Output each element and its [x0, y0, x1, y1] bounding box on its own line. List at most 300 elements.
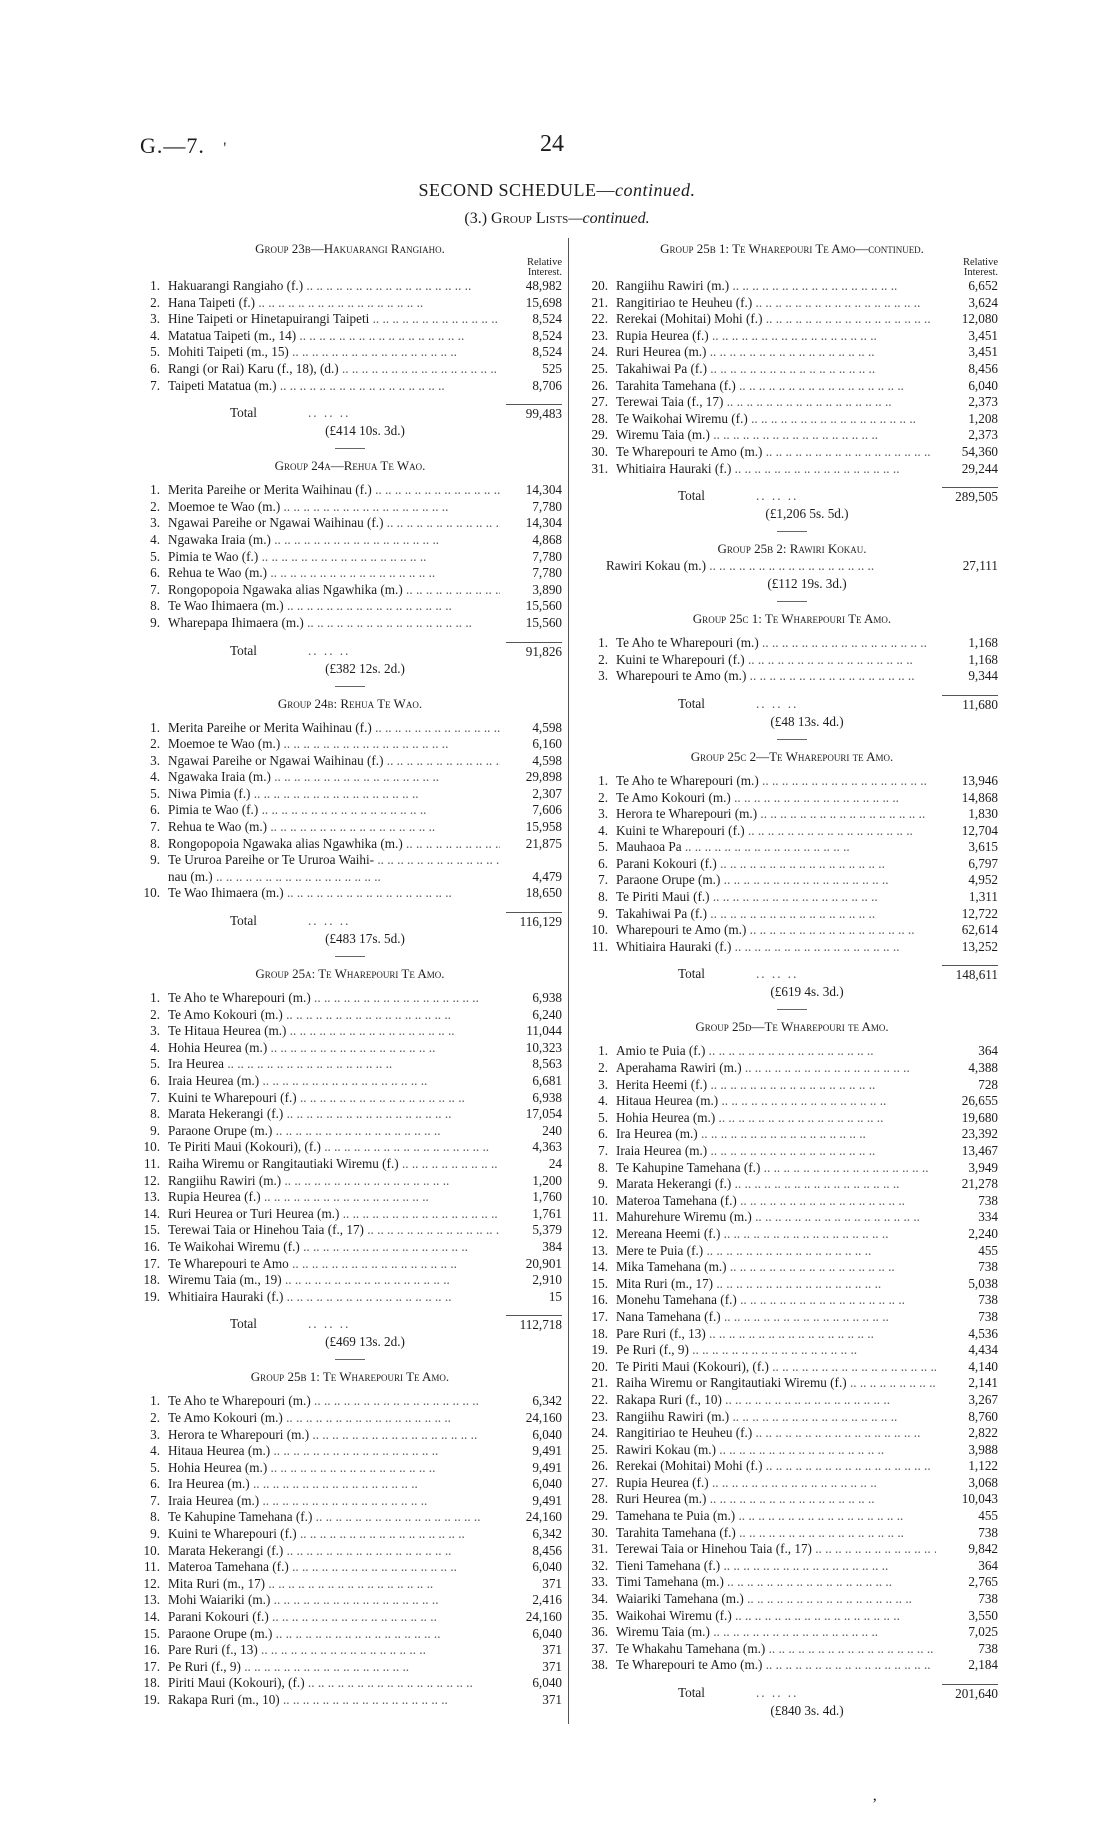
entry-name: Marata Hekerangi (f.) .. .	[616, 1176, 936, 1193]
entry-name: Iraia Heurea (m.) .. .	[168, 1073, 500, 1090]
entry-value: 6,342	[532, 1393, 562, 1409]
entry-value: 7,606	[532, 802, 562, 818]
group-25b2	[586, 540, 998, 593]
entry-number: 3.	[150, 1426, 160, 1442]
list-item	[138, 1289, 562, 1306]
entry-number: 8.	[150, 1106, 160, 1122]
relative-interest-header: Relative Interest.	[527, 257, 562, 278]
entry-name: Ruri Heurea (m.) .. .	[616, 344, 936, 361]
entry-number: 4.	[598, 822, 608, 838]
list-item	[586, 790, 998, 807]
total-label: Total	[230, 1316, 257, 1332]
entry-name: Marata Hekerangi (f.) .. .	[168, 1543, 500, 1560]
entry-number: 15.	[591, 1275, 608, 1291]
entry-value: 8,524	[532, 344, 562, 360]
entry-name: Herora te Wharepouri (m.) .. .	[168, 1427, 500, 1444]
entry-name: Mere te Puia (f.) .. .	[616, 1243, 936, 1260]
entry-number: 5.	[598, 839, 608, 855]
list-item	[586, 922, 998, 939]
entry-value: 3,624	[968, 294, 998, 310]
entry-number: 11.	[592, 938, 608, 954]
entry-number: 2.	[150, 1409, 160, 1425]
list-item	[586, 1458, 998, 1475]
entry-number: 7.	[150, 1089, 160, 1105]
list-item	[138, 753, 562, 770]
entry-number: 4.	[150, 327, 160, 343]
entry-value: 19,680	[961, 1109, 998, 1125]
entry-number: 4.	[150, 1039, 160, 1055]
separator-rule	[777, 531, 807, 532]
list-item	[138, 819, 562, 836]
list-item	[138, 515, 562, 532]
entry-number: 18.	[143, 1272, 160, 1288]
entry-name: Mita Ruri (m., 17) .. .	[616, 1276, 936, 1293]
entry-name: Rawiri Kokau (m.) .. .	[616, 1442, 936, 1459]
total-row	[586, 965, 998, 983]
entry-number: 20.	[591, 1358, 608, 1374]
total-dots: .. .. ..	[756, 966, 799, 982]
list-item	[586, 1193, 998, 1210]
entry-name: Merita Pareihe or Merita Waihinau (f.) .. .	[168, 482, 500, 499]
entry-number: 1.	[150, 719, 160, 735]
entry-number: 17.	[143, 1255, 160, 1271]
entry-name: Aperahama Rawiri (m.) .. .	[616, 1060, 936, 1077]
entry-value: 6,040	[532, 1675, 562, 1691]
entry-value: 738	[978, 1524, 998, 1540]
entry-value: 1,122	[968, 1458, 998, 1474]
entry-name: Te Wharepouri te Amo (m.) .. .	[616, 444, 936, 461]
entry-name: Mauhaoa Pa .. .	[616, 839, 936, 856]
list-item	[586, 1292, 998, 1309]
list-item	[586, 889, 998, 906]
entry-number: 1.	[598, 635, 608, 651]
entry-name: Kuini te Wharepouri (f.) .. .	[616, 652, 936, 669]
total-value: 148,611	[942, 965, 998, 984]
entry-number: 2.	[150, 498, 160, 514]
entry-name: Herora te Wharepouri (m.) .. .	[616, 806, 936, 823]
entry-value: 6,938	[532, 990, 562, 1006]
entry-name: Rehua te Wao (m.) .. .	[168, 819, 500, 836]
entry-name: Rangitiriao te Heuheu (f.) .. .	[616, 295, 936, 312]
entry-number: 10.	[591, 1192, 608, 1208]
entry-name: Mika Tamehana (m.) .. .	[616, 1259, 936, 1276]
entry-name: Ruri Heurea (m.) .. .	[616, 1491, 936, 1508]
entry-number: 11.	[144, 1155, 160, 1171]
entry-name: Hakuarangi Rangiaho (f.) .. .	[168, 278, 500, 295]
entry-name: Moemoe te Wao (m.) .. .	[168, 736, 500, 753]
entry-number: 26.	[591, 1458, 608, 1474]
entry-value: 371	[542, 1575, 562, 1591]
entry-name: Rawiri Kokau (m.) .. .	[606, 557, 936, 575]
entry-name: Whitiaira Hauraki (f.) .. .	[616, 939, 936, 956]
entry-value: 21,875	[525, 835, 562, 851]
entry-name: Nana Tamehana (f.) .. .	[616, 1309, 936, 1326]
entry-value: 7,780	[532, 548, 562, 564]
entry-value: 29,898	[525, 769, 562, 785]
entry-name: Rangi (or Rai) Karu (f., 18), (d.) .. .	[168, 361, 500, 378]
list-item	[586, 1326, 998, 1343]
list-item	[138, 1007, 562, 1024]
list-item	[586, 278, 998, 295]
entry-value: 6,040	[532, 1625, 562, 1641]
entry-name: Iraia Heurea (m.) .. .	[616, 1143, 936, 1160]
list-item	[138, 1609, 562, 1626]
entry-value: 1,830	[968, 806, 998, 822]
entry-value: 2,822	[968, 1425, 998, 1441]
list-item	[138, 1626, 562, 1643]
entry-name: Pimia te Wao (f.) .. .	[168, 802, 500, 819]
list-item	[138, 786, 562, 803]
entry-number: 27.	[591, 394, 608, 410]
column-divider	[568, 238, 569, 1724]
entry-name: Rerekai (Mohitai) Mohi (f.) .. .	[616, 311, 936, 328]
entry-name: Timi Tamehana (m.) .. .	[616, 1574, 936, 1591]
total-label: Total	[230, 642, 257, 658]
entry-value: 738	[978, 1640, 998, 1656]
entry-name: Herita Heemi (f.) .. .	[616, 1077, 936, 1094]
entry-name: Piriti Maui (Kokouri), (f.) .. .	[168, 1675, 500, 1692]
entry-number: 10.	[143, 885, 160, 901]
entry-value: 8,524	[532, 327, 562, 343]
entry-value: 334	[978, 1209, 998, 1225]
entry-number: 10.	[143, 1542, 160, 1558]
entry-number: 7.	[150, 819, 160, 835]
entry-number: 19.	[591, 1342, 608, 1358]
entry-value: 6,938	[532, 1089, 562, 1105]
entry-name: Te Wao Ihimaera (m.) .. .	[168, 598, 500, 615]
entry-number: 5.	[150, 548, 160, 564]
entry-value: 240	[542, 1122, 562, 1138]
entry-number: 30.	[591, 1524, 608, 1540]
entry-number: 17.	[591, 1308, 608, 1324]
entry-number: 9.	[150, 614, 160, 630]
entry-value: 2,240	[968, 1225, 998, 1241]
list-item	[586, 1574, 998, 1591]
entry-value: 15,698	[525, 294, 562, 310]
entry-value: 3,890	[532, 581, 562, 597]
entry-name: Te Kahupine Tamehana (f.) .. .	[616, 1160, 936, 1177]
entry-name: Terewai Taia or Hinehou Taia (f., 17) .. .	[168, 1222, 500, 1239]
entry-value: 525	[542, 360, 562, 376]
entry-name: Wharepapa Ihimaera (m.) .. .	[168, 615, 500, 632]
entry-number: 14.	[591, 1259, 608, 1275]
list-item	[586, 361, 998, 378]
total-label: Total	[230, 913, 257, 929]
entry-name: Moemoe te Wao (m.) .. .	[168, 499, 500, 516]
money-value: (£483 17s. 5d.)	[325, 931, 405, 947]
list-item	[138, 990, 562, 1007]
group-heading: Group 25b 2: Rawiri Kokau.	[717, 541, 867, 557]
entry-value: 9,344	[968, 668, 998, 684]
list-item	[138, 482, 562, 499]
group-heading: Group 25b 1: Te Wharepouri Te Amo.	[250, 1369, 450, 1385]
entry-name: Ngawai Pareihe or Ngawai Waihinau (f.) .. .	[168, 515, 500, 532]
entry-name: Wiremu Taia (m.) .. .	[616, 427, 936, 444]
list-item	[138, 1156, 562, 1173]
entry-number: 29.	[591, 427, 608, 443]
entry-name: Rehua te Wao (m.) .. .	[168, 565, 500, 582]
list-item	[138, 1090, 562, 1107]
entry-value: 6,160	[532, 736, 562, 752]
entry-name: Te Aho te Wharepouri (m.) .. .	[168, 990, 500, 1007]
list-item	[138, 615, 562, 632]
entry-number: 8.	[598, 1159, 608, 1175]
entry-number: 21.	[591, 1375, 608, 1391]
entry-value: 6,040	[532, 1559, 562, 1575]
list-item	[586, 1375, 998, 1392]
entry-value: 15,958	[525, 819, 562, 835]
entry-value: 2,184	[968, 1657, 998, 1673]
entry-value: 2,373	[968, 427, 998, 443]
list-item	[138, 1056, 562, 1073]
entry-value: 3,451	[968, 344, 998, 360]
entry-value: 17,054	[525, 1106, 562, 1122]
group-24a	[138, 457, 562, 677]
list-item	[138, 378, 562, 395]
total-dots: .. .. ..	[756, 695, 799, 711]
separator-rule	[777, 1009, 807, 1010]
entry-number: 2.	[598, 651, 608, 667]
entry-value: 2,141	[968, 1375, 998, 1391]
entry-number: 13.	[143, 1189, 160, 1205]
entry-number: 23.	[591, 327, 608, 343]
list-item	[138, 836, 562, 853]
entry-value: 6,240	[532, 1006, 562, 1022]
group-25a	[138, 965, 562, 1351]
list-item	[586, 1425, 998, 1442]
entry-name: Hitaua Heurea (m.) .. .	[616, 1093, 936, 1110]
entry-value: 2,373	[968, 394, 998, 410]
list-item	[586, 906, 998, 923]
entry-number: 12.	[143, 1172, 160, 1188]
list-item	[138, 1543, 562, 1560]
entry-name: Pimia te Wao (f.) .. .	[168, 549, 500, 566]
entry-name: Te Amo Kokouri (m.) .. .	[616, 790, 936, 807]
entry-number: 22.	[591, 1391, 608, 1407]
entry-number: 3.	[150, 1023, 160, 1039]
entry-value: 2,307	[532, 785, 562, 801]
list-item	[586, 1541, 998, 1558]
entry-number: 7.	[150, 581, 160, 597]
entry-number: 9.	[598, 905, 608, 921]
entry-number: 17.	[143, 1658, 160, 1674]
entry-value: 1,168	[968, 651, 998, 667]
list-item	[586, 1558, 998, 1575]
list-item	[138, 1189, 562, 1206]
list-item	[586, 1442, 998, 1459]
entry-value: 1,208	[968, 410, 998, 426]
total-label: Total	[678, 695, 705, 711]
entry-number: 14.	[143, 1205, 160, 1221]
entry-value: 3,550	[968, 1607, 998, 1623]
money-value: (£619 4s. 3d.)	[770, 984, 844, 1000]
entry-value: 455	[978, 1242, 998, 1258]
money-value: (£469 13s. 2d.)	[325, 1334, 405, 1350]
entry-number: 34.	[591, 1591, 608, 1607]
separator-rule	[335, 686, 365, 687]
entry-number: 1.	[150, 482, 160, 498]
entry-number: 3.	[150, 752, 160, 768]
list-item	[586, 1342, 998, 1359]
entry-name: Marata Hekerangi (f.) .. .	[168, 1106, 500, 1123]
entry-value: 5,038	[968, 1275, 998, 1291]
entry-number: 10.	[143, 1139, 160, 1155]
group-23b	[138, 240, 562, 440]
list-item-continuation	[138, 869, 562, 886]
entry-name: Parani Kokouri (f.) .. .	[168, 1609, 500, 1626]
entry-name: Hine Taipeti or Hinetapuirangi Taipeti .. .	[168, 311, 500, 328]
stray-mark: '	[223, 140, 228, 157]
stray-print-mark: ‚	[872, 1787, 878, 1804]
entry-number: 15.	[143, 1625, 160, 1641]
entry-value: 3,949	[968, 1159, 998, 1175]
separator-rule	[335, 1359, 365, 1360]
entry-value: 14,304	[525, 515, 562, 531]
entry-number: 2.	[150, 294, 160, 310]
list-item	[586, 427, 998, 444]
entry-value: 364	[978, 1043, 998, 1059]
list-item	[586, 823, 998, 840]
entry-name: Rupia Heurea (f.) .. .	[616, 328, 936, 345]
entry-name: Tamehana te Puia (m.) .. .	[616, 1508, 936, 1525]
list-item	[586, 1624, 998, 1641]
entry-number: 2.	[150, 1006, 160, 1022]
total-dots: .. .. ..	[308, 913, 351, 929]
entry-name: Rerekai (Mohitai) Mohi (f.) .. .	[616, 1458, 936, 1475]
entry-value: 6,797	[968, 855, 998, 871]
entry-name: Hohia Heurea (m.) .. .	[168, 1460, 500, 1477]
list-item	[138, 1509, 562, 1526]
entry-number: 3.	[598, 806, 608, 822]
entry-number: 6.	[150, 360, 160, 376]
entry-number: 21.	[591, 294, 608, 310]
list-item	[138, 1675, 562, 1692]
entry-value: 8,760	[968, 1408, 998, 1424]
list-item	[586, 635, 998, 652]
entry-number: 1.	[598, 1043, 608, 1059]
group-heading: Group 25b 1: Te Wharepouri Te Amo—continued.	[660, 241, 924, 256]
group-25d	[586, 1018, 998, 1720]
entry-name: Rupia Heurea (f.) .. .	[168, 1189, 500, 1206]
list-item	[586, 557, 998, 575]
entry-name: Ruri Heurea or Turi Heurea (m.) .. .	[168, 1206, 500, 1223]
entry-value: 62,614	[961, 922, 998, 938]
entry-name: Terewai Taia or Hinehou Taia (f., 17) .. .	[616, 1541, 936, 1558]
list-item	[138, 852, 562, 869]
group-heading: Group 25a: Te Wharepouri Te Amo.	[255, 966, 445, 982]
entry-number: 29.	[591, 1508, 608, 1524]
list-item	[138, 1256, 562, 1273]
list-item	[138, 598, 562, 615]
list-item	[586, 295, 998, 312]
entry-number: 20.	[591, 278, 608, 293]
entry-name: Te Hitaua Heurea (m.) .. .	[168, 1023, 500, 1040]
list-item	[138, 1023, 562, 1040]
entry-number: 8.	[150, 598, 160, 614]
right-column	[586, 240, 998, 1720]
entry-name: Raiha Wiremu or Rangitautiaki Wiremu (f.) .. .	[616, 1375, 936, 1392]
entry-number: 7.	[150, 377, 160, 393]
entry-value: 12,080	[961, 311, 998, 327]
list-item	[586, 1093, 998, 1110]
entry-name: Wiremu Taia (m.) .. .	[616, 1624, 936, 1641]
money-value: (£48 13s. 4d.)	[770, 713, 844, 729]
entry-number: 26.	[591, 377, 608, 393]
entry-number: 7.	[150, 1492, 160, 1508]
list-item	[138, 1272, 562, 1289]
entry-value: 4,434	[968, 1342, 998, 1358]
entry-name: Waiariki Tamehana (m.) .. .	[616, 1591, 936, 1608]
list-item	[138, 582, 562, 599]
separator-rule	[335, 448, 365, 449]
entry-name: Raiha Wiremu or Rangitautiaki Wiremu (f.) .. .	[168, 1156, 500, 1173]
list-item	[586, 394, 998, 411]
entry-name: Te Amo Kokouri (m.) .. .	[168, 1410, 500, 1427]
entry-value: 13,946	[961, 772, 998, 788]
entry-value: 4,140	[968, 1358, 998, 1374]
entry-name: Te Amo Kokouri (m.) .. .	[168, 1007, 500, 1024]
entry-number: 28.	[591, 410, 608, 426]
entry-value: 371	[542, 1658, 562, 1674]
entry-value: 3,451	[968, 327, 998, 343]
entry-name: Te Aho te Wharepouri (m.) .. .	[616, 773, 936, 790]
entry-value: 27,111	[962, 558, 998, 574]
group-24b	[138, 695, 562, 949]
entry-number: 27.	[591, 1474, 608, 1490]
group-heading: Group 25d—Te Wharepouri te Amo.	[695, 1019, 889, 1035]
entry-number: 16.	[143, 1642, 160, 1658]
entry-name: Matatua Taipeti (m., 14) .. .	[168, 328, 500, 345]
entry-name: Whitiaira Hauraki (f.) .. .	[616, 461, 936, 478]
entry-name: Iraia Heurea (m.) .. .	[168, 1493, 500, 1510]
entry-value: 4,536	[968, 1325, 998, 1341]
group-25c1	[586, 610, 998, 731]
list-item	[586, 1525, 998, 1542]
entry-number: 31.	[591, 460, 608, 476]
list-item	[586, 311, 998, 328]
total-dots: .. .. ..	[308, 1316, 351, 1332]
entry-name: Parani Kokouri (f.) .. .	[616, 856, 936, 873]
entry-value: 24,160	[525, 1409, 562, 1425]
entry-name: Rongopopoia Ngawaka alias Ngawhika (m.) .. .	[168, 582, 500, 599]
left-column	[138, 240, 562, 1709]
list-item	[138, 499, 562, 516]
entry-value: 14,304	[525, 482, 562, 498]
list-item	[586, 1226, 998, 1243]
entry-number: 12.	[143, 1575, 160, 1591]
list-item	[138, 720, 562, 737]
list-item	[138, 361, 562, 378]
entry-number: 38.	[591, 1657, 608, 1673]
entry-name: Paraone Orupe (m.) .. .	[168, 1123, 500, 1140]
entry-value: 8,456	[532, 1542, 562, 1558]
entry-value: 738	[978, 1259, 998, 1275]
total-row	[586, 487, 998, 505]
entry-number: 10.	[591, 922, 608, 938]
entry-number: 22.	[591, 311, 608, 327]
subtitle-continued: —continued.	[568, 210, 650, 227]
entry-number: 16.	[143, 1238, 160, 1254]
entry-value: 5,379	[532, 1222, 562, 1238]
list-item	[138, 1206, 562, 1223]
total-value: 112,718	[506, 1315, 562, 1334]
entry-value: 9,491	[532, 1443, 562, 1459]
list-item	[138, 885, 562, 902]
page-number: 24	[540, 131, 564, 157]
list-item	[586, 1276, 998, 1293]
entry-value: 7,780	[532, 498, 562, 514]
entry-number: 8.	[598, 889, 608, 905]
